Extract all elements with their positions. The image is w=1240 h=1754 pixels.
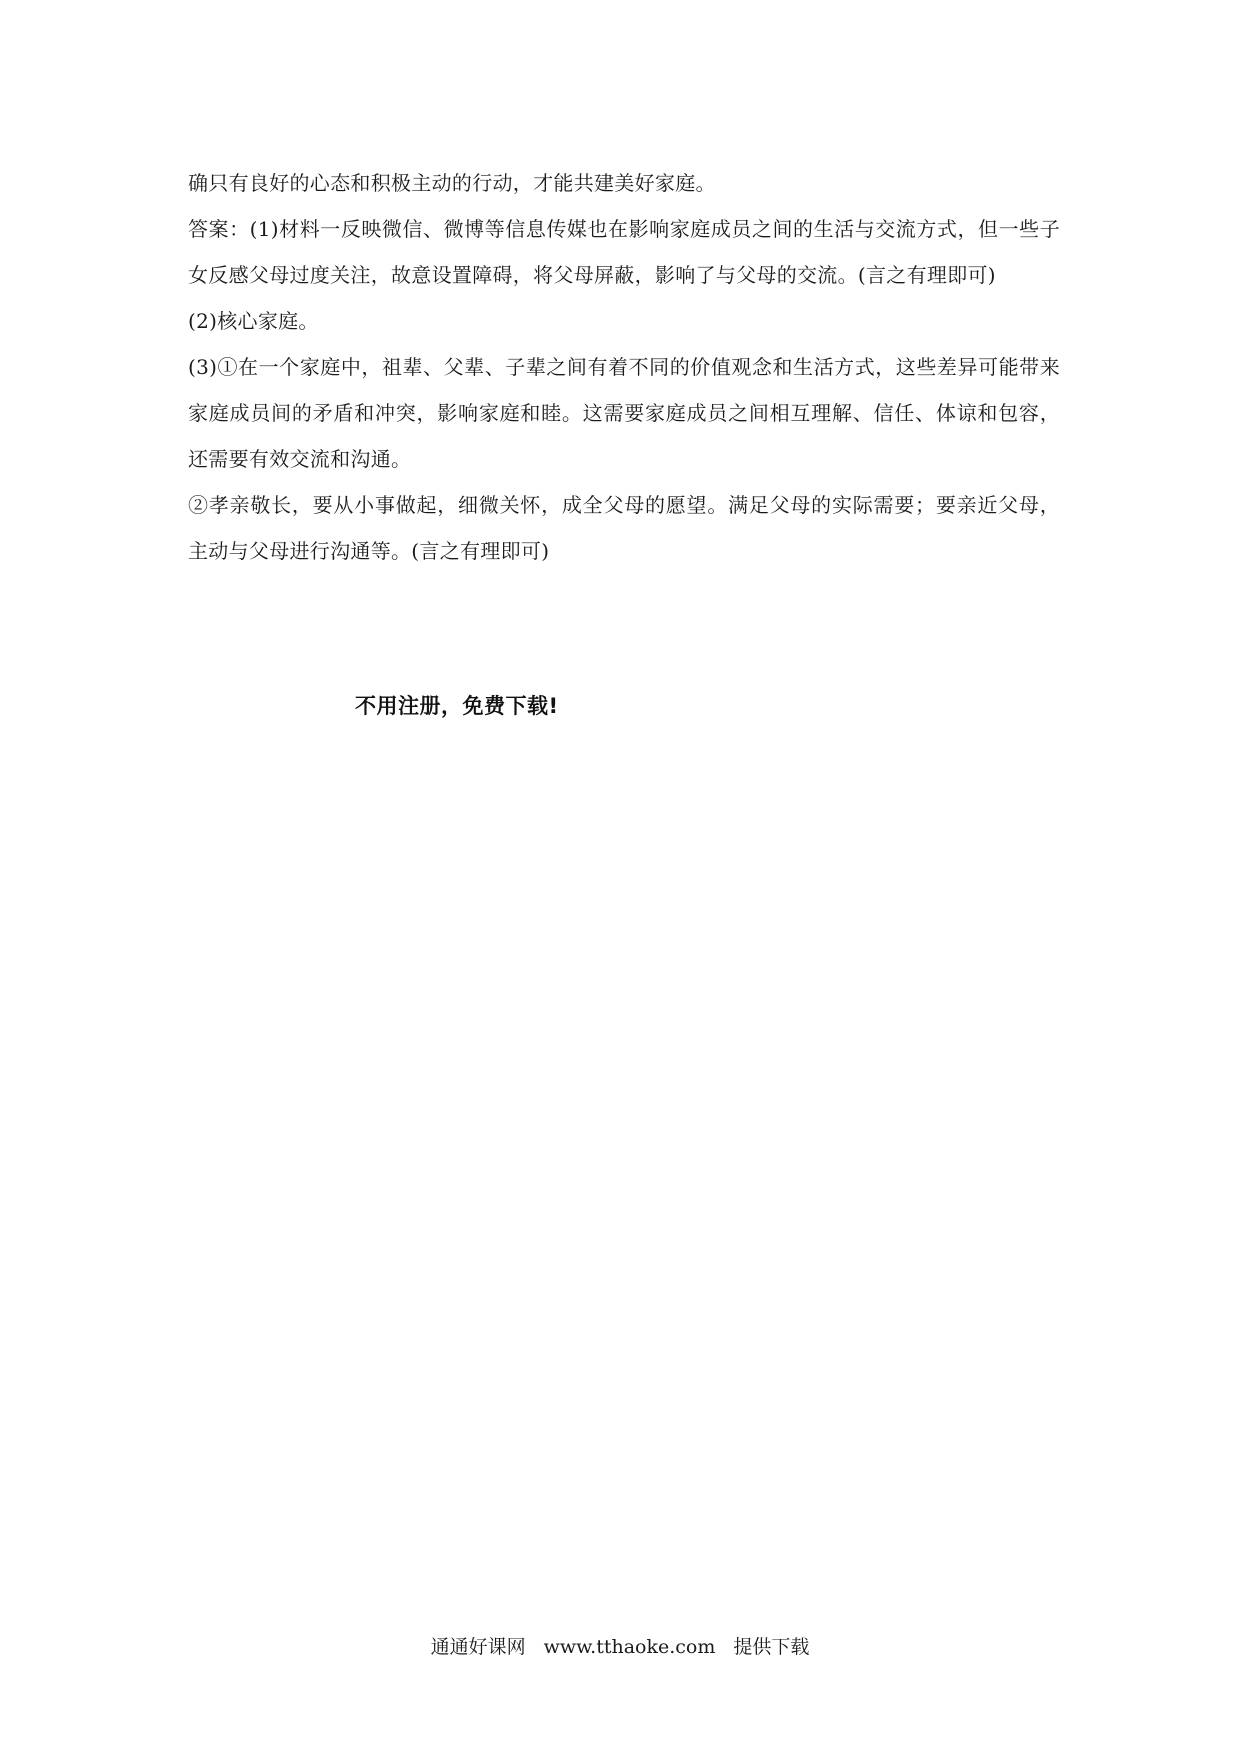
paragraph-answer-3-part-2: ②孝亲敬长，要从小事做起，细微关怀，成全父母的愿望。满足父母的实际需要；要亲近父母，主动与父母进行沟通等。(言之有理即可) <box>188 493 1060 563</box>
footer-site-name: 通通好课网 <box>430 1636 526 1658</box>
promo-text: 不用注册，免费下载! <box>355 694 559 718</box>
page-footer <box>0 1632 1240 1659</box>
paragraph-answer-3-part-1: (3)①在一个家庭中，祖辈、父辈、子辈之间有着不同的价值观念和生活方式，这些差异可能带来家庭成员间的矛盾和冲突，影响家庭和睦。这需要家庭成员之间相互理解、信任、体谅和包容，还需要有效交流和沟通。 <box>188 355 1060 471</box>
footer-suffix: 提供下载 <box>733 1636 810 1658</box>
paragraph-answer-1: 答案：(1)材料一反映微信、微博等信息传媒也在影响家庭成员之间的生活与交流方式，但一些子女反感父母过度关注，故意设置障碍，将父母屏蔽，影响了与父母的交流。(言之有理即可) <box>188 217 1060 287</box>
footer-url: www.tthaoke.com <box>543 1636 716 1658</box>
paragraph-answer-2: (2)核心家庭。 <box>188 309 319 333</box>
answer-body <box>188 160 1060 574</box>
paragraph-continuation: 确只有良好的心态和积极主动的行动，才能共建美好家庭。 <box>188 171 716 195</box>
